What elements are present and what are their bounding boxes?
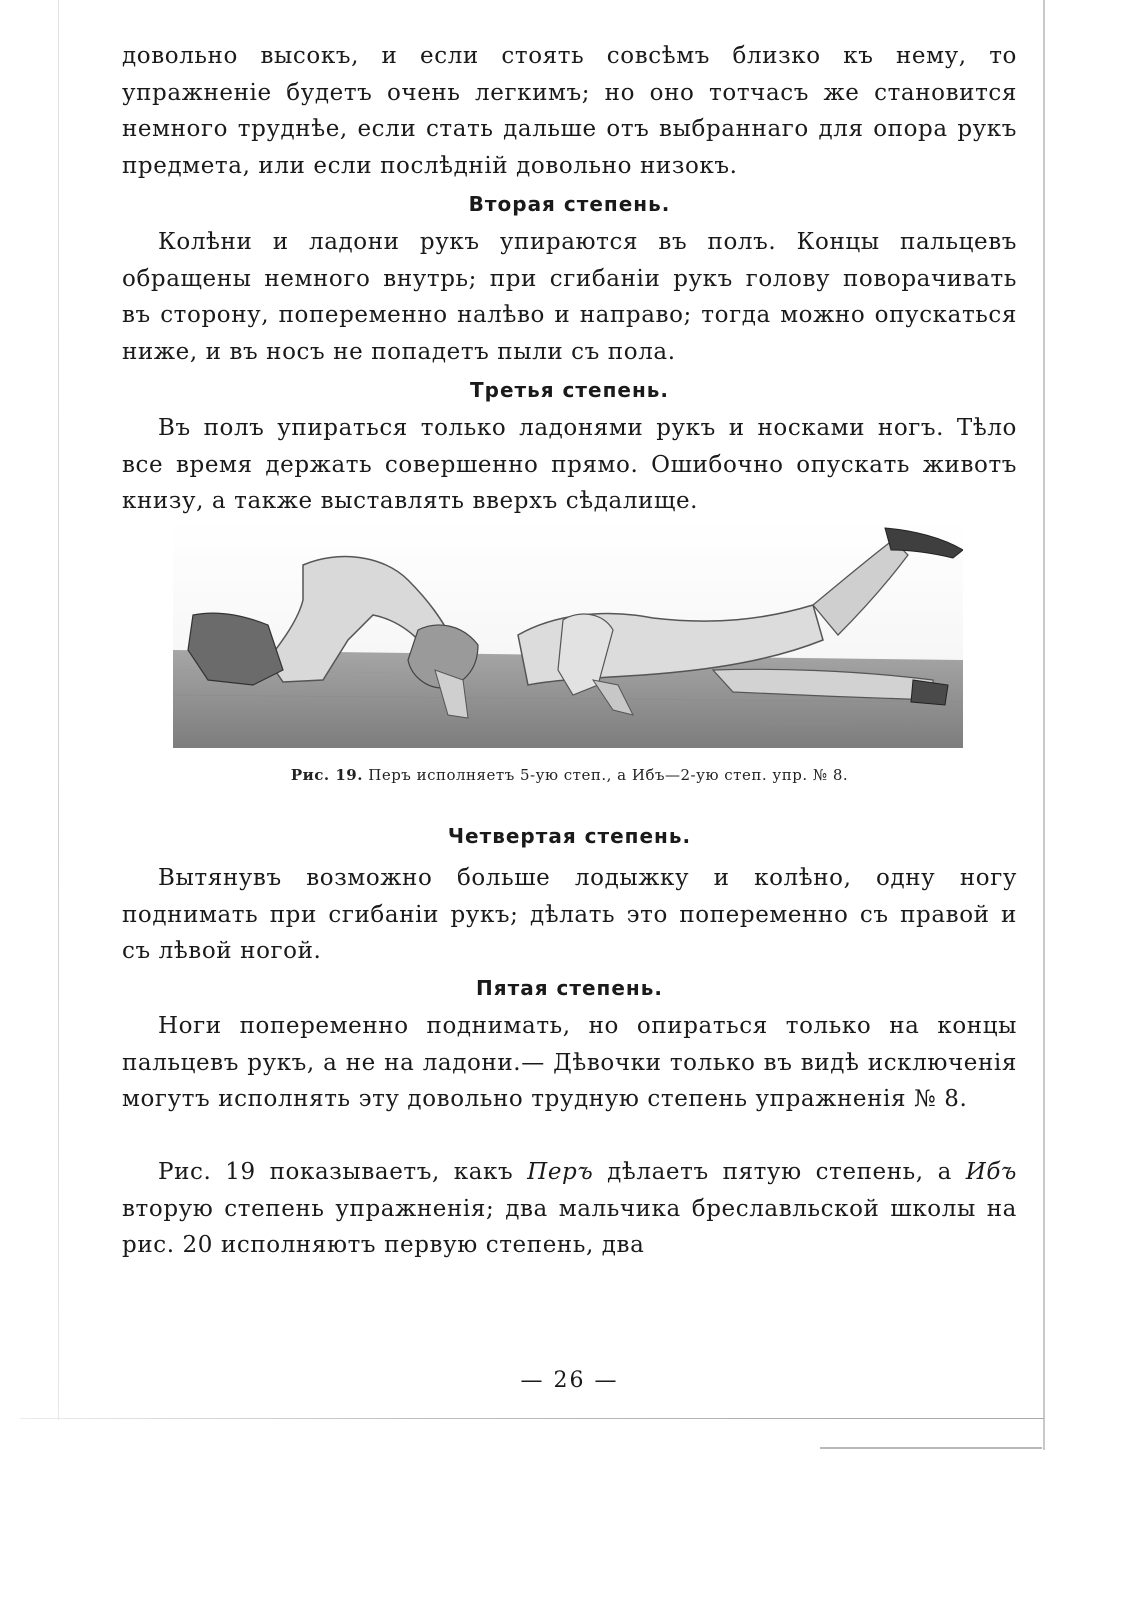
figure-caption-text: Перъ исполняетъ 5-ую степ., а Ибъ—2-ую степ. упр. № 8. [368,766,849,784]
paragraph-text: вторую степень упражненія; два мальчика бреславльской школы на рис. 20 исполняютъ первую степень, два [122,1195,1017,1258]
figure-caption-label: Рис. 19. [290,766,363,784]
figure-caption [122,766,1017,806]
scan-edge-bottom-shadow [820,1447,1042,1449]
page-number: — 26 — [520,1368,619,1393]
paragraph-figure-reference [122,1154,1017,1264]
name-per: Перъ [527,1159,594,1185]
heading-second-degree: Вторая степень. [468,192,671,216]
heading-fifth-degree: Пятая степень. [476,976,663,1000]
scan-edge-right [1043,0,1045,1450]
paragraph-second-degree: Колѣни и ладони рукъ упираются въ полъ. Концы пальцевъ обращены немного внутрь; при сгибаніи рукъ голову поворачивать въ сторону, попеременно налѣво и направо; тогда можно опускаться ниже, и въ носъ не попадетъ пыли съ пола. [122,229,1017,365]
paragraph-text: Рис. 19 показываетъ, какъ [158,1159,528,1185]
paragraph-fourth-degree: Вытянувъ возможно больше лодыжку и колѣно, одну ногу поднимать при сгибаніи рукъ; дѣлать это попеременно съ правой и съ лѣвой ногой. [122,865,1017,964]
paragraph-continued: довольно высокъ, и если стоять совсѣмъ близко къ нему, то упражненіе будетъ очень легкимъ; но оно тотчасъ же становится немного труднѣе, если стать дальше отъ выбраннаго для опора рукъ предмета, или если послѣдній довольно низокъ. [122,43,1017,179]
page-body [122,38,1017,1393]
name-ib: Ибъ [965,1159,1017,1185]
heading-fourth-degree: Четвертая степень. [447,824,692,848]
paragraph-third-degree: Въ полъ упираться только ладонями рукъ и носками ногъ. Тѣло все время держать совершенно прямо. Ошибочно опускать животъ книзу, а также выставлять вверхъ сѣдалище. [122,415,1017,514]
exercise-photo [173,520,963,748]
heading-third-degree: Третья степень. [469,378,670,402]
scan-edge-bottom [20,1418,1044,1419]
figure-photo [173,520,963,748]
paragraph-text: дѣлаетъ пятую степень, а [593,1159,966,1185]
scan-edge-left [58,0,59,1420]
paragraph-fifth-degree: Ноги попеременно поднимать, но опираться только на концы пальцевъ рукъ, а не на ладони.— Дѣвочки только въ видѣ исключенія могутъ исполнять эту довольно трудную степень упражненія № 8. [122,1013,1017,1112]
